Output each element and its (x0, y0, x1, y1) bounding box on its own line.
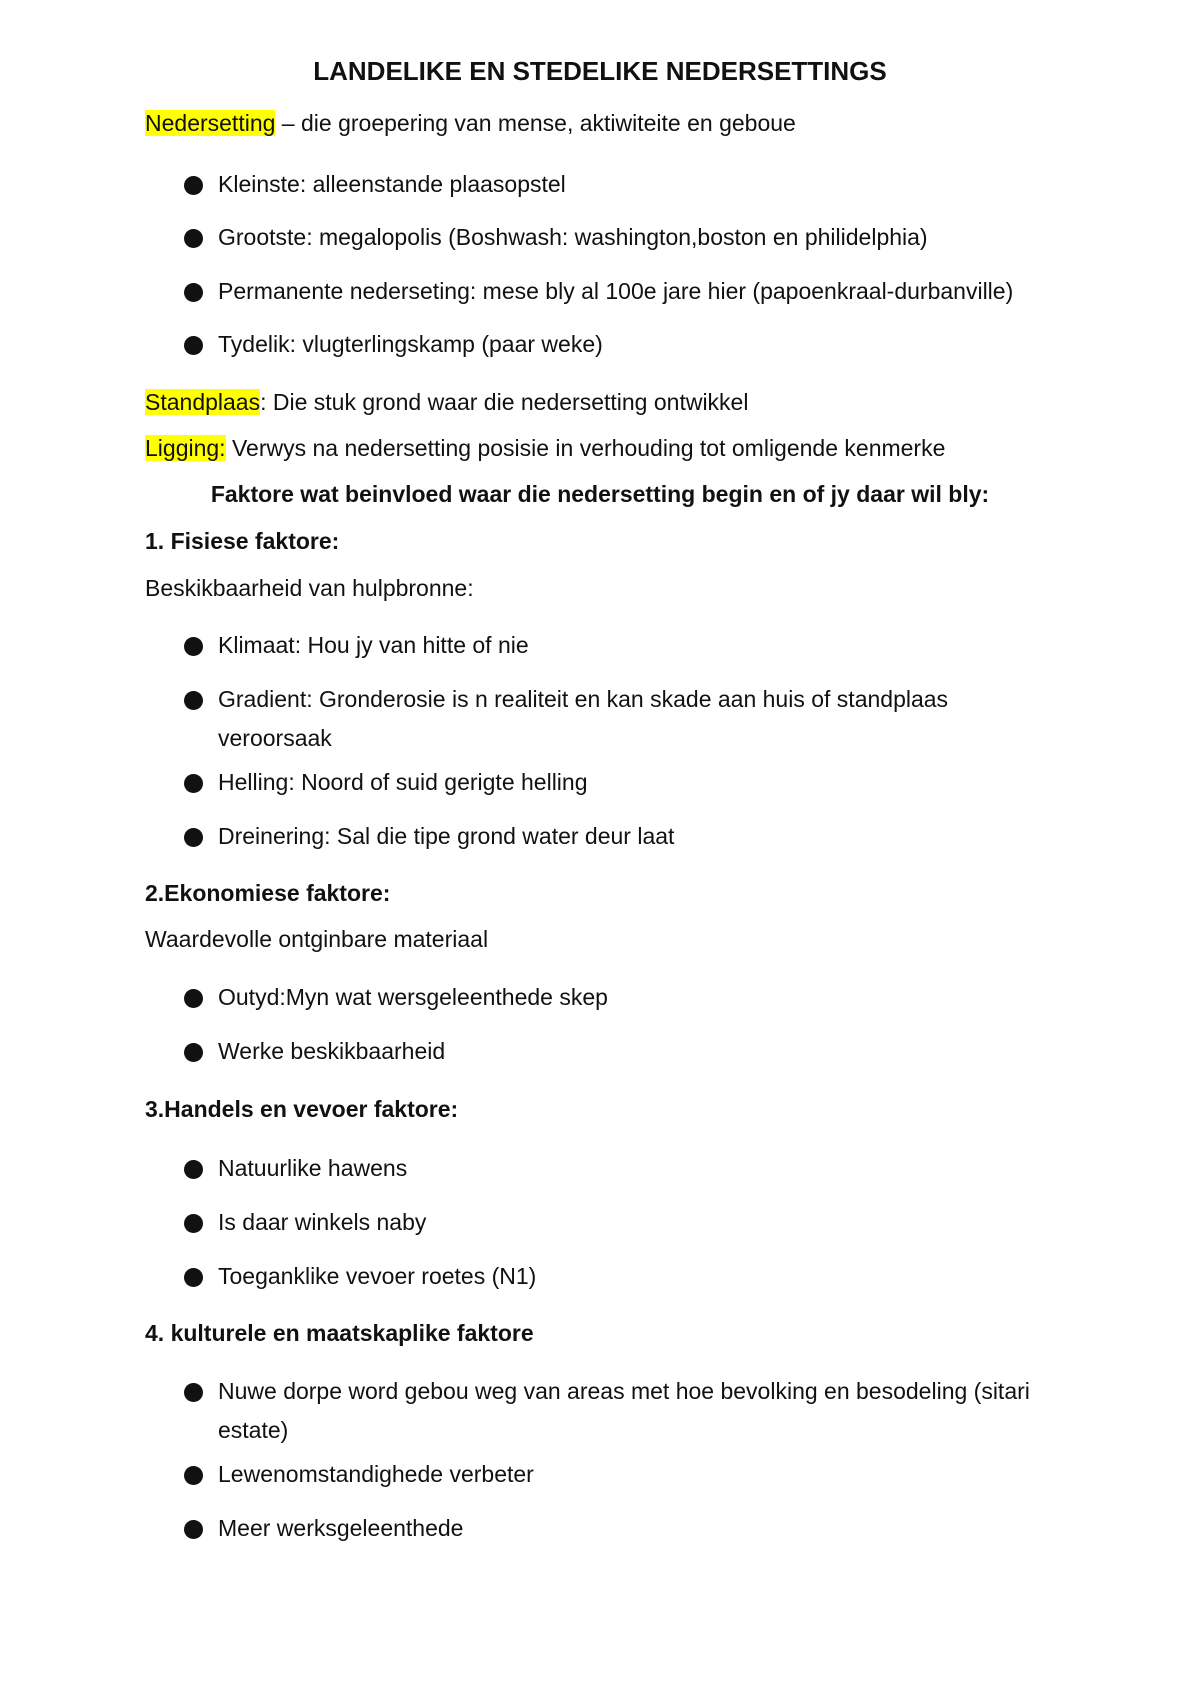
definition-ligging (145, 433, 945, 463)
section-heading-physical: 1. Fisiese faktore: (145, 528, 340, 554)
list-item: Meer werksgeleenthede (218, 1515, 464, 1541)
section-heading-economic: 2.Ekonomiese faktore: (145, 880, 391, 906)
bullet-icon (184, 1268, 203, 1287)
factors-heading: Faktore wat beinvloed waar die nedersetting begin en of jy daar wil bly: (210, 481, 990, 507)
section-heading-trade: 3.Handels en vevoer faktore: (145, 1096, 459, 1122)
bullet-icon (184, 989, 203, 1008)
bullet-icon (184, 336, 203, 355)
list-item: Permanente nederseting: mese bly al 100e jare hier (papoenkraal-durbanville) (218, 278, 1014, 304)
list-item: Grootste: megalopolis (Boshwash: washington,boston en philidelphia) (218, 224, 928, 250)
definition-text: – die groepering van mense, aktiwiteite en geboue (275, 110, 796, 136)
definition-text: Verwys na nedersetting posisie in verhouding tot omligende kenmerke (225, 435, 946, 461)
bullet-icon (184, 774, 203, 793)
bullet-icon (184, 1466, 203, 1485)
term-ligging: Ligging: (145, 435, 226, 461)
section-intro-physical: Beskikbaarheid van hulpbronne: (145, 575, 474, 601)
page-title: LANDELIKE EN STEDELIKE NEDERSETTINGS (313, 56, 887, 86)
list-item: Is daar winkels naby (218, 1209, 427, 1235)
list-item: Toeganklike vevoer roetes (N1) (218, 1263, 537, 1289)
definition-nedersetting (145, 108, 796, 138)
definition-standplaas (145, 387, 748, 417)
definition-text: : Die stuk grond waar die nedersetting ontwikkel (260, 389, 749, 415)
list-item: Kleinste: alleenstande plaasopstel (218, 171, 566, 197)
bullet-icon (184, 283, 203, 302)
bullet-icon (184, 1043, 203, 1062)
term-nedersetting: Nedersetting (145, 110, 276, 136)
list-item: Lewenomstandighede verbeter (218, 1461, 534, 1487)
list-item: Klimaat: Hou jy van hitte of nie (218, 632, 529, 658)
list-item: Dreinering: Sal die tipe grond water deur laat (218, 823, 675, 849)
list-item: Gradient: Gronderosie is n realiteit en kan skade aan huis of standplaas veroorsaak (218, 686, 949, 751)
list-item: Natuurlike hawens (218, 1155, 408, 1181)
list-item: Werke beskikbaarheid (218, 1038, 446, 1064)
bullet-icon (184, 1214, 203, 1233)
list-item: Tydelik: vlugterlingskamp (paar weke) (218, 331, 603, 357)
section-intro-economic: Waardevolle ontginbare materiaal (145, 926, 489, 952)
list-item: Helling: Noord of suid gerigte helling (218, 769, 588, 795)
bullet-icon (184, 691, 203, 710)
list-item: Outyd:Myn wat wersgeleenthede skep (218, 984, 608, 1010)
list-item: Nuwe dorpe word gebou weg van areas met hoe bevolking en besodeling (sitari estate) (218, 1378, 1030, 1443)
bullet-icon (184, 828, 203, 847)
bullet-icon (184, 637, 203, 656)
bullet-icon (184, 1383, 203, 1402)
bullet-icon (184, 229, 203, 248)
bullet-icon (184, 1520, 203, 1539)
section-heading-cultural: 4. kulturele en maatskaplike faktore (145, 1320, 534, 1346)
bullet-icon (184, 1160, 203, 1179)
term-standplaas: Standplaas (145, 389, 261, 415)
bullet-icon (184, 176, 203, 195)
